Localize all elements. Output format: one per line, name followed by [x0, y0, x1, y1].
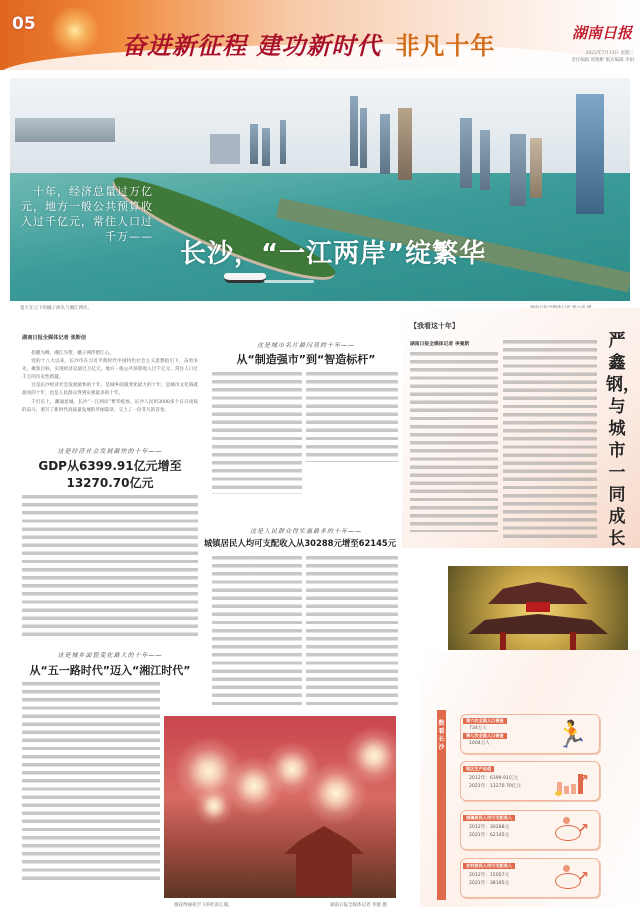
intro-paragraph: 党的十八大以来，长沙市在习近平新时代中国特色社会主义思想指引下，奋勇争先，聚焦目标，实现经济总量过万亿元、地方一般公共预算收入过千亿元、常住人口过千万的历史性跨越。 [22, 359, 198, 381]
feature-text-col2 [503, 340, 597, 538]
intro-byline: 湖南日报全媒体记者 张斯信 [22, 335, 87, 341]
section-kicker: 这是城乡面貌变化最大的十年—— [57, 652, 163, 659]
date-line [548, 50, 634, 64]
boat-wake [264, 280, 314, 283]
hero-caption: 夏天在云下的橘子洲头与湘江两岸。 [20, 306, 92, 311]
bar-chart-coins-icon [551, 766, 593, 798]
ferry-boat [224, 273, 266, 283]
piggy-bank-icon [551, 815, 593, 847]
income-text-col1 [212, 556, 302, 706]
intro-text [22, 350, 198, 415]
feature-byline: 湖南日报全媒体记者 李曼斯 [410, 342, 470, 347]
urban-article-text [22, 682, 160, 882]
stat-label: 城镇居民人均可支配收入 [463, 815, 515, 821]
stat-card-rural-income [460, 858, 600, 898]
stat-value: 2012年：15057元 [469, 873, 510, 878]
intro-paragraph: 千灯长上，潮涌星城，长沙“一江两岸”繁华绽放。长沙人民用3000多个日日夜夜的奋斗，谱写了新时代高质量发展的华丽篇章，交上了一份非凡的答卷。 [22, 399, 198, 413]
stat-value: 2021年：13270.70亿元 [469, 784, 521, 789]
slogan-main: 奋进新征程 建功新时代 [122, 31, 382, 60]
stat-card-urban-income [460, 810, 600, 850]
fireworks-decoration [40, 8, 110, 53]
intro-paragraph: 这是长沙经济社会发展最快的十年，是城乡面貌变化最大的十年，是城市文化铸就最亮的十年，也是人民群众得到实惠最多的十年。 [22, 383, 198, 397]
piggy-bank-icon [551, 863, 593, 895]
page-slogan [122, 26, 495, 61]
pavilion-plaque [526, 602, 550, 612]
hero-title: 长沙，“一江两岸”绽繁华 [180, 239, 487, 269]
night-credit: 湖南日报全媒体记者 李健 摄 [330, 903, 387, 907]
issue-date: 2022年7月13日 星期三 [585, 51, 634, 56]
manufacturing-text-col1 [212, 372, 302, 494]
night-caption: 烟花绚丽夜空下的杜甫江阁。 [174, 903, 233, 907]
feature-tag: 【我看这十年】 [410, 322, 459, 330]
section-headline-manufacturing: 从“制造强市”到“智造标杆” [236, 353, 376, 366]
up-arrow-icon: ↗ [577, 772, 589, 788]
section-headline-income: 城镇居民人均可支配收入从30288元增至62145元 [203, 538, 397, 548]
intro-paragraph: 指麓为峰，湘江为带，橘子洲浮碧江心。 [31, 351, 114, 356]
gdp-article-text [22, 495, 198, 640]
section-kicker: 这是经济社会发展最快的十年—— [57, 448, 163, 455]
section-kicker: 这是城市名片最闪亮的十年—— [256, 342, 355, 349]
feature-text-col1 [410, 352, 498, 532]
stat-value: 1004万人 [469, 741, 490, 746]
stat-value: 734万人 [469, 726, 487, 731]
editors-line: 责任编辑 周艳彬 版式编辑 李娟 [571, 58, 634, 63]
stat-value: 2021年：62145元 [469, 833, 510, 838]
up-arrow-icon: ↗ [577, 869, 589, 885]
stat-value: 2021年：38195元 [469, 881, 510, 886]
newspaper-logo: 湖南日报 [572, 24, 633, 42]
pavilion-roof-lower [468, 614, 608, 634]
fireworks-night-photo [164, 716, 396, 898]
pavilion-roof-top [488, 582, 588, 604]
stat-label: 第六次全国人口普查 [463, 718, 507, 724]
stat-card-population [460, 714, 600, 754]
hero-subtitle: 十年，经济总量过万亿元，地方一般公共预算收入过千亿元，常住人口过千万—— [21, 185, 153, 243]
stat-value: 2012年：6399.91亿元 [469, 776, 519, 781]
slogan-accent: 非凡十年 [395, 32, 496, 60]
up-arrow-icon: ↗ [577, 821, 589, 837]
feature-vertical-title: 严鑫钢，与城市一同成长 [606, 331, 640, 549]
income-text-col2 [306, 556, 398, 706]
section-headline-urban: 从“五一路时代”迈入“湘江时代” [29, 664, 191, 677]
stat-card-gdp [460, 761, 600, 801]
section-kicker: 这是人民群众得实惠最多的十年—— [249, 528, 362, 535]
section-headline-gdp: GDP从6399.91亿元增至13270.70亿元 [38, 459, 182, 490]
stat-label: 第七次全国人口普查 [463, 733, 507, 739]
running-people-icon: 🏃 [555, 720, 589, 750]
infographic-title: 数看长沙 [438, 720, 445, 751]
stat-value: 2012年：30288元 [469, 825, 510, 830]
manufacturing-text-col2 [306, 372, 398, 462]
stat-label: 地区生产总值 [463, 766, 494, 772]
dufu-pavilion [284, 826, 364, 896]
stat-label: 农村居民人均可支配收入 [463, 863, 515, 869]
page-number: 05 [12, 14, 36, 34]
